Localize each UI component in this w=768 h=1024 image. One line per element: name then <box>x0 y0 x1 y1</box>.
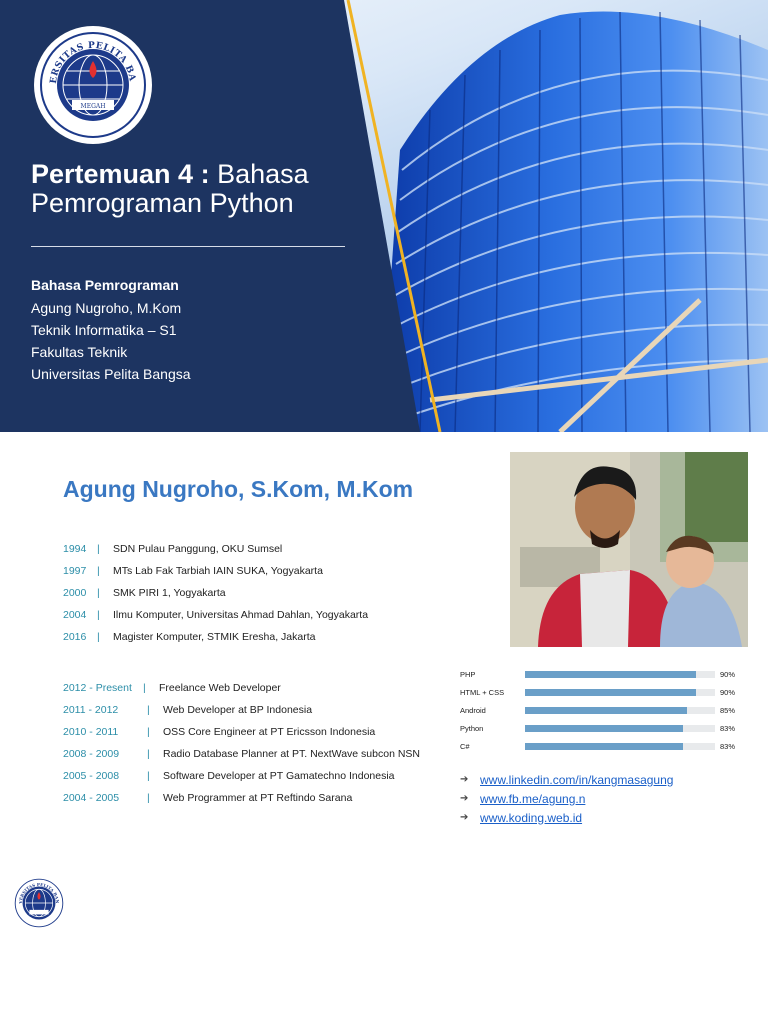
skill-bar-fill <box>525 689 696 696</box>
list-item <box>460 789 673 808</box>
list-item: 2010 - 2011 | OSS Core Engineer at PT Ericsson Indonesia <box>63 726 376 738</box>
university-seal-icon <box>34 26 152 144</box>
skill-bar-track <box>525 707 715 714</box>
skill-row: Android 85% <box>460 705 736 715</box>
work-history-list <box>63 677 420 809</box>
course-info <box>31 275 191 385</box>
list-item: 2005 - 2008 | Software Developer at PT Gamatechno Indonesia <box>63 770 395 782</box>
list-item: 2004 | Ilmu Komputer, Universitas Ahmad Dahlan, Yogyakarta <box>63 609 369 621</box>
lecturer-name: Agung Nugroho, M.Kom <box>31 300 182 316</box>
arrow-right-icon: ➔ <box>460 793 469 804</box>
skill-bar-track <box>525 725 715 732</box>
skill-bar-track <box>525 689 715 696</box>
svg-text:MEGAH: MEGAH <box>80 103 106 110</box>
title-divider <box>31 246 345 247</box>
skill-bar-fill <box>525 743 683 750</box>
svg-text:UNIVERSITAS PELITA BANGSA: VERSITAS PELITA BAN <box>18 882 61 904</box>
arrow-right-icon: ➔ <box>460 812 469 823</box>
profile-photo <box>510 452 748 647</box>
profile-links <box>460 770 673 827</box>
list-item: 1997 | MTs Lab Fak Tarbiah IAIN SUKA, Yogyakarta <box>63 565 323 577</box>
faculty-name: Fakultas Teknik <box>31 344 128 360</box>
slide-title-rest: Bahasa Pemrograman Python <box>31 159 309 218</box>
arrow-right-icon: ➔ <box>460 774 469 785</box>
skill-bar-fill <box>525 671 696 678</box>
facebook-link[interactable]: www.fb.me/agung.n <box>480 791 586 806</box>
website-link[interactable]: www.koding.web.id <box>480 810 583 825</box>
profile-slide <box>0 432 768 1024</box>
university-logo-small <box>12 876 66 930</box>
profile-name: Agung Nugroho, S.Kom, M.Kom <box>63 476 414 502</box>
study-program: Teknik Informatika – S1 <box>31 322 177 338</box>
linkedin-link[interactable]: www.linkedin.com/in/kangmasagung <box>480 772 674 787</box>
list-item: 2011 - 2012 | Web Developer at BP Indonesia <box>63 704 313 716</box>
skill-row: Python 83% <box>460 723 736 733</box>
list-item <box>460 808 673 827</box>
list-item <box>460 770 673 789</box>
skill-bar-fill <box>525 725 683 732</box>
list-item: 2012 - Present | Freelance Web Developer <box>63 682 281 694</box>
slide-title-bold: Pertemuan 4 : <box>31 159 210 189</box>
skill-row: PHP 90% <box>460 669 736 679</box>
skill-row: C# 83% <box>460 741 736 751</box>
slide-title <box>31 160 361 218</box>
course-name: Bahasa Pemrograman <box>31 277 179 293</box>
list-item: 2004 - 2005 | Web Programmer at PT Reftindo Sarana <box>63 792 353 804</box>
skill-row: HTML + CSS 90% <box>460 687 736 697</box>
skill-bar-track <box>525 671 715 678</box>
title-slide <box>0 0 768 432</box>
university-name: Universitas Pelita Bangsa <box>31 366 191 382</box>
education-list <box>63 538 368 648</box>
list-item: 2016 | Magister Komputer, STMIK Eresha, Jakarta <box>63 631 316 643</box>
skills-chart <box>460 665 735 755</box>
skill-bar-track <box>525 743 715 750</box>
list-item: 2000 | SMK PIRI 1, Yogyakarta <box>63 587 226 599</box>
list-item: 1994 | SDN Pulau Panggung, OKU Sumsel <box>63 543 283 555</box>
list-item: 2008 - 2009 | Radio Database Planner at PT. NextWave subcon NSN <box>63 748 420 760</box>
university-logo <box>34 26 152 144</box>
university-seal-icon <box>12 876 66 930</box>
skill-bar-fill <box>525 707 687 714</box>
svg-text:UNIVERSITAS PELITA BANGSA: ERSITAS PELITA BA <box>48 40 137 85</box>
